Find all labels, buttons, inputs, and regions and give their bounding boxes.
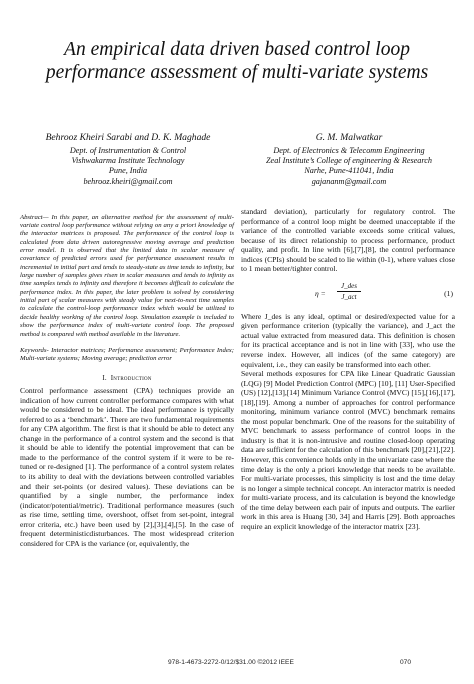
author-institute: Zeal Institute’s College of engineering & Research xyxy=(266,156,432,166)
equation-fraction xyxy=(337,281,361,302)
equation-1 xyxy=(241,280,455,308)
equation-numerator: J_des xyxy=(337,281,361,292)
title-line-1: An empirical data driven based control loop xyxy=(64,39,410,60)
author-block-1 xyxy=(28,132,228,187)
author-email: behrooz.kheiri@gmail.com xyxy=(83,176,173,186)
paragraph-methods: Several methods exposures for CPA like Linear Quadratic Gaussian (LQG) [9] Model Prediction Control (MPC) [10], [11] User-Specified (US) [12],[13],[14] Minimum Variance Control (MVC) [15],[16],[17],[18],[19]. Among a number of approaches for control performance monitoring, minimum variance control (MVC) benchmark remains the most popular benchmark. One of the reasons for the suitability of MVC benchmark to assess performance of control loops in the industry is that it is non-intrusive and routine closed-loop operating data are sufficient for the calculation of this benchmark [20],[21],[22]. However, this convenience holds only in the univariate case where the time delay is the only a priori knowledge that needs to be available. For multi-variate processes, this simplicity is lost and the time delay is no longer a simple technical concept. An interactor matrix is needed for multi-variate process, and its calculation is beyond the knowledge of the time delay between each pair of inputs and outputs. The earlier work in this area is Huang [30, 34] and Harris [29]. Both approaches require an explicit knowledge of the interactor matrix [23]. xyxy=(241,369,455,531)
intro-paragraph: Control performance assessment (CPA) techniques provide an indication of how current controller performance compares with what would be considered to be ideal. The ideal performance is typically referred to as a ‘benchmark’. There are two fundamental requirements for any CPA algorithm. The first is that it should be able to detect any change in the performance of a control system and the second is that it should be able to identify the potential improvement that can be made to the performance of the control system if it were to be re-tuned or re-designed [1]. The performance of a control system relates to its ability to deal with the deviations between controlled variables and their set-points (or desired values). These deviations can be quantified by a single number, the performance index (indicator/potential/metric). Traditional performance measures (such as rise time, settling time, overshoot, offset from set-point, integral error criteria, etc.) have been used by [2],[3],[4],[5]. In the case of frequent deterministicdisturbances. The most widespread criterion considered for CPA is the variance (or, equivalently, the xyxy=(20,386,234,548)
author-city: Pune, India xyxy=(108,166,148,176)
equation-number: (1) xyxy=(444,288,453,298)
footer-isbn: 978-1-4673-2272-0/12/$31.00 ©2012 IEEE xyxy=(168,659,294,666)
section-heading xyxy=(20,374,234,384)
author-email: gajananm@gmail.com xyxy=(311,176,387,186)
paragraph-definition: Where J_des is any ideal, optimal or desired/expected value for a given performance criterion (typically the variance), and J_act the actual value extracted from measured data. This definition is chosen for its practical acceptance and is not in line with [33], who use the reverse index. However, all indices (of the same category) are equivalent, i.e., they can easily be transformed into each other. xyxy=(241,311,455,369)
author-name: Behrooz Kheiri Sarabi and D. K. Maghade xyxy=(45,132,211,143)
title-line-2: performance assessment of multi-variate systems xyxy=(45,62,429,83)
abstract: Abstract— In this paper, an alternative method for the assessment of multi-variate control loop performance without relying on any a priori knowledge of the interactor matrices is proposed. The performance of the control loop is calculated from data driven autoregressive moving average and prediction error model. It is observed that the limited data in scalar measure of covariance of predicted errors used for performance assessment results in incremental in initial part and tends to steady-state as time tends to infinity, but large number of samples gives risen in scalar measures and tends to infinity as time samples tends to infinity and therefore it becomes difficult to calculate the performance index. In this paper, the later problem is solved by considering initial part of scalar measures with steady value for next-to-next time samples to calculate the control-loop performance index which would be utilized to decide healthy working of the control loop. Simulation example is included to show the performance index of multi-variate control loop. The proposed method is compared with method available in the literature. xyxy=(20,213,234,338)
author-name: G. M. Malwatkar xyxy=(315,132,383,143)
author-institute: Vishwakarma Institute Technology xyxy=(71,156,185,166)
author-city: Narhe, Pune-411041, India xyxy=(304,166,394,176)
author-dept: Dept. of Electronics & Telecomm Engineering xyxy=(273,146,425,155)
section-title: Introduction xyxy=(110,373,152,382)
equation-denominator: J_act xyxy=(341,292,357,301)
equation-lhs: η = xyxy=(315,288,326,298)
page-number: 070 xyxy=(400,659,412,666)
paragraph-cpi: standard deviation), particularly for regulatory control. The performance of a control loop might be deemed unacceptable if the variance of the controlled variable exceeds some critical values, because of its direct relationship to process performance, product quality, and profit. In line with [6],[7],[8], the control performance indices (CPIs) should be scaled to lie within (0-1), where values close to 1 mean better/tighter control. xyxy=(241,207,455,274)
author-block-2 xyxy=(244,132,454,187)
paper-title xyxy=(20,38,454,84)
left-column xyxy=(20,207,234,548)
section-numeral: I. xyxy=(102,373,107,382)
right-column xyxy=(241,207,455,531)
keywords: Keywords- Interactor matrices; Performance assessment; Performance Index; Multi-variate systems; Moving average; prediction error xyxy=(20,346,234,363)
author-dept: Dept. of Instrumentation & Control xyxy=(69,146,187,155)
